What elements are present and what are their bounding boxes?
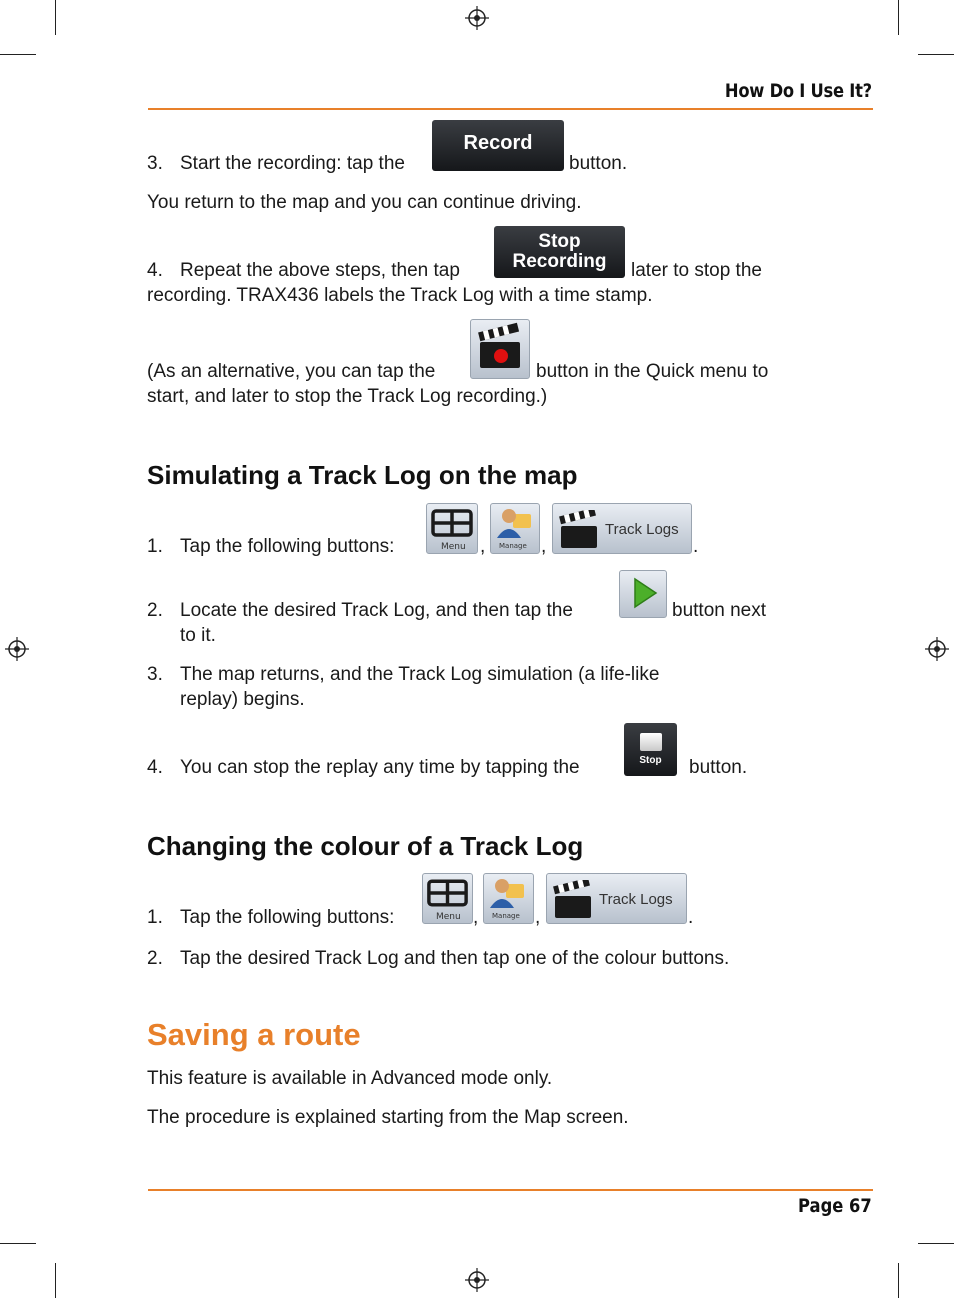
crop-mark [55, 1263, 56, 1298]
running-header: How Do I Use It? [725, 80, 872, 102]
manage-button-label: Manage [499, 542, 527, 550]
manage-user-icon [491, 506, 539, 540]
section-heading: Simulating a Track Log on the map [147, 460, 578, 490]
step-text: Tap the following buttons: [180, 907, 395, 928]
stop-button[interactable] [624, 723, 677, 776]
stop-recording-label-2: Recording [512, 251, 607, 272]
crop-mark [0, 1243, 36, 1244]
menu-button[interactable] [422, 873, 473, 924]
quick-record-button[interactable] [470, 319, 530, 379]
step-text: The map returns, and the Track Log simulation (a life-like [180, 664, 660, 685]
paragraph: start, and later to stop the Track Log recording.) [147, 386, 548, 407]
record-button-label: Record [463, 132, 533, 154]
step-text: Tap the following buttons: [180, 536, 395, 557]
stop-square-icon [640, 733, 662, 751]
play-icon [620, 571, 666, 617]
step-text: button. [689, 757, 748, 778]
step-text: later to stop the [631, 260, 762, 281]
menu-grid-icon [427, 508, 477, 540]
page-number: Page 67 [798, 1195, 872, 1217]
paragraph: button in the Quick menu to [536, 361, 769, 382]
manage-user-icon [484, 876, 532, 910]
clapperboard-record-icon [471, 320, 529, 378]
step-text: recording. TRAX436 labels the Track Log with a time stamp. [147, 285, 653, 306]
footer-rule [148, 1189, 873, 1191]
step-number: 1. [147, 907, 163, 928]
step-number: 4. [147, 757, 163, 778]
menu-button-label: Menu [441, 542, 466, 552]
step-text: Repeat the above steps, then tap [180, 260, 460, 281]
paragraph: The procedure is explained starting from the Map screen. [147, 1107, 629, 1128]
step-text: You can stop the replay any time by tapping the [180, 757, 580, 778]
step-text: button next [672, 600, 767, 621]
chapter-heading: Saving a route [147, 1017, 361, 1052]
registration-mark-icon [465, 1268, 489, 1292]
stop-recording-label-1: Stop [538, 231, 581, 252]
separator: , [541, 536, 547, 557]
manage-button[interactable] [483, 873, 534, 924]
step-number: 2. [147, 948, 163, 969]
registration-mark-icon [465, 6, 489, 30]
step-text: to it. [180, 625, 216, 646]
separator: , [473, 907, 479, 928]
step-text: button. [569, 153, 628, 174]
crop-mark [918, 1243, 954, 1244]
manage-button-label: Manage [492, 912, 520, 920]
menu-grid-icon [423, 878, 472, 910]
record-button[interactable] [432, 120, 564, 171]
section-heading: Changing the colour of a Track Log [147, 831, 584, 861]
crop-mark [898, 0, 899, 35]
menu-button[interactable] [426, 503, 478, 554]
header-rule [148, 108, 873, 110]
step-text: replay) begins. [180, 689, 305, 710]
stop-button-label: Stop [639, 755, 662, 766]
clapperboard-icon [551, 880, 597, 920]
step-number: 2. [147, 600, 163, 621]
step-number: 3. [147, 153, 163, 174]
track-logs-label: Track Logs [599, 891, 673, 908]
registration-mark-icon [5, 637, 29, 661]
paragraph: You return to the map and you can continue driving. [147, 192, 582, 213]
stop-recording-button[interactable] [494, 226, 625, 278]
step-number: 3. [147, 664, 163, 685]
separator: . [688, 907, 694, 928]
step-text: Tap the desired Track Log and then tap one of the colour buttons. [180, 948, 730, 969]
separator: . [693, 536, 699, 557]
step-text: Locate the desired Track Log, and then tap the [180, 600, 573, 621]
crop-mark [918, 54, 954, 55]
track-logs-label: Track Logs [605, 521, 679, 538]
manage-button[interactable] [490, 503, 540, 554]
menu-button-label: Menu [436, 912, 461, 922]
step-number: 1. [147, 536, 163, 557]
paragraph: (As an alternative, you can tap the [147, 361, 436, 382]
paragraph: This feature is available in Advanced mode only. [147, 1068, 553, 1089]
registration-mark-icon [925, 637, 949, 661]
crop-mark [55, 0, 56, 35]
step-number: 4. [147, 260, 163, 281]
crop-mark [0, 54, 36, 55]
step-text: Start the recording: tap the [180, 153, 405, 174]
separator: , [535, 907, 541, 928]
separator: , [480, 536, 486, 557]
track-logs-button[interactable] [552, 503, 692, 554]
track-logs-button[interactable] [546, 873, 687, 924]
play-button[interactable] [619, 570, 667, 618]
clapperboard-icon [557, 510, 603, 550]
crop-mark [898, 1263, 899, 1298]
